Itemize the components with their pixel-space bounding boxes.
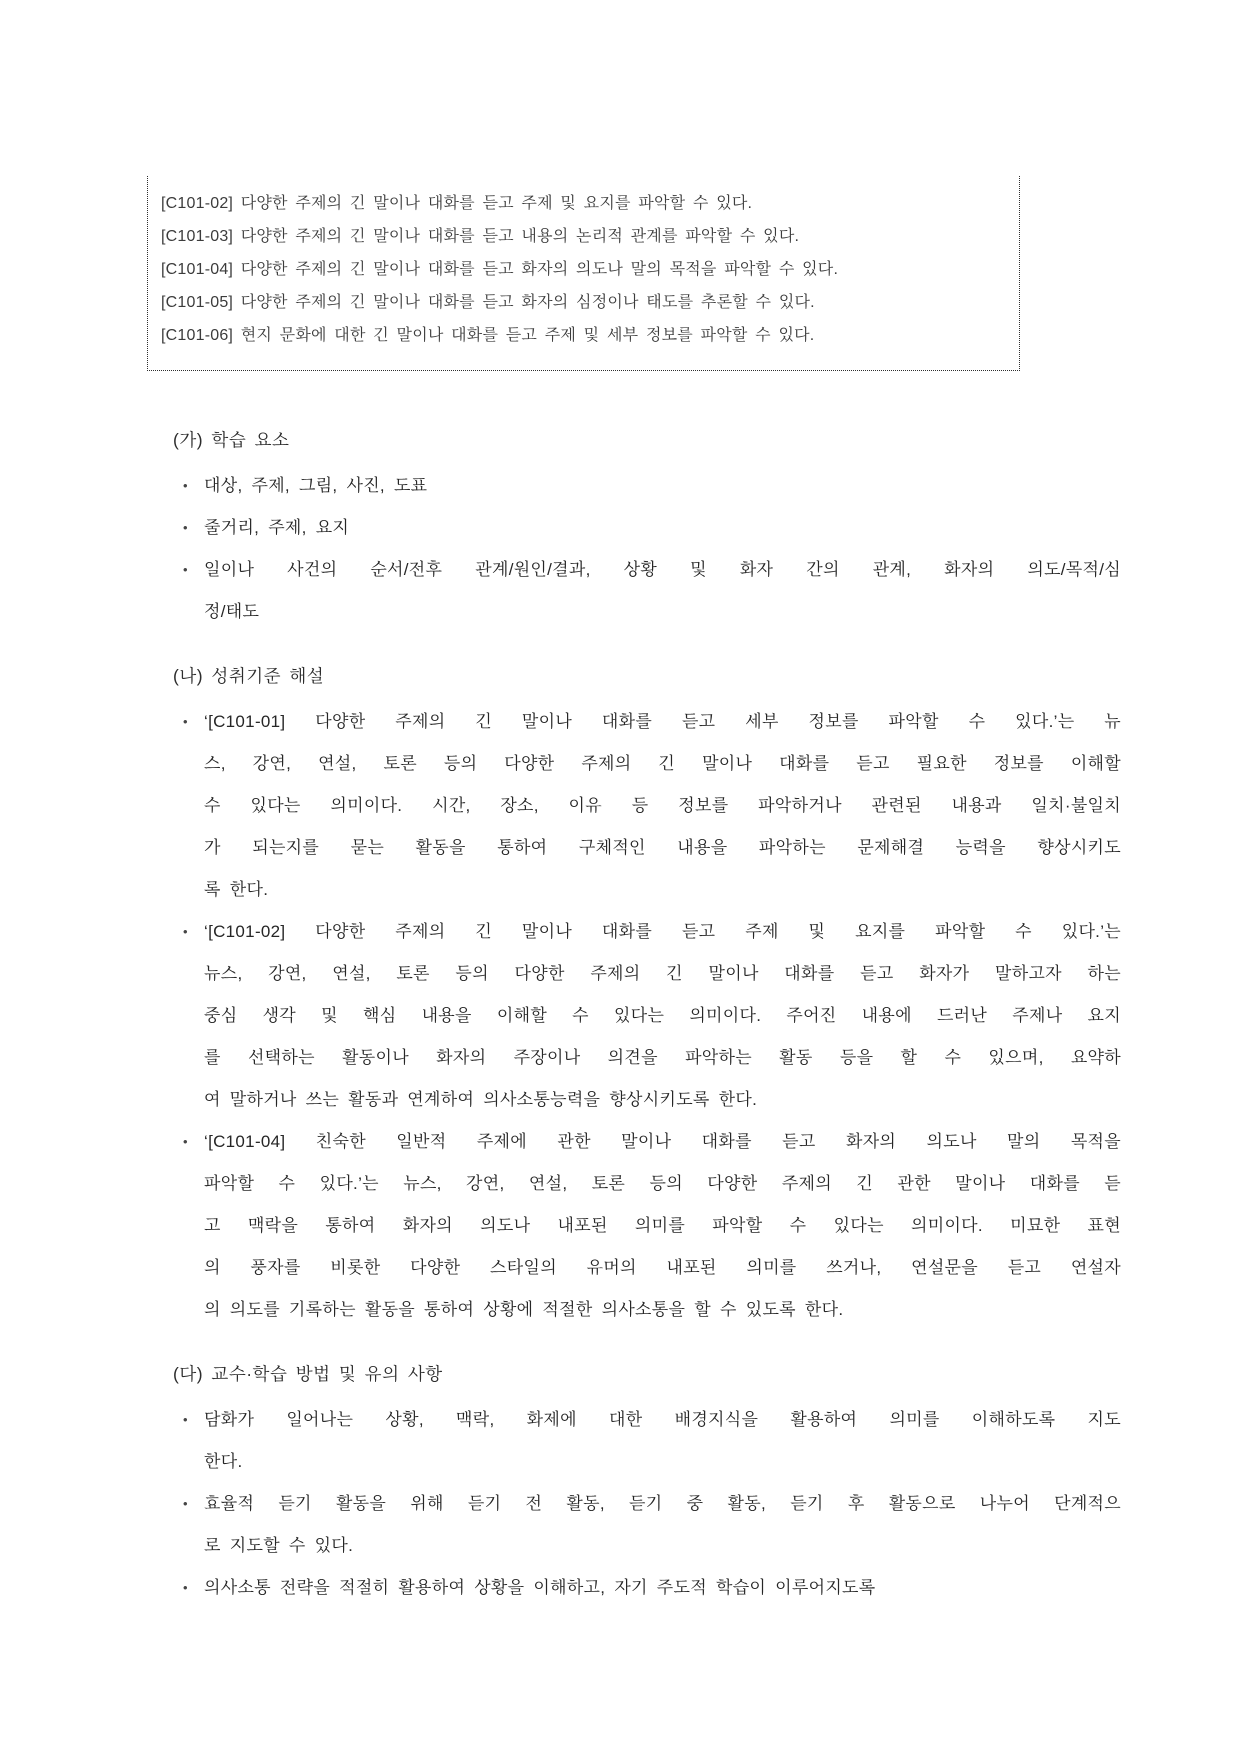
- text-line: ‘[C101-02] 다양한 주제의 긴 말이나 대화를 듣고 주제 및 요지를 파악할 수 있다.’는: [204, 922, 1121, 941]
- bullet-text: [204, 1121, 1121, 1331]
- section-heading-teaching-methods: (다) 교수·학습 방법 및 유의 사항: [173, 1364, 443, 1384]
- bullet-icon: •: [183, 714, 188, 729]
- bullet-icon: •: [183, 924, 188, 939]
- text-line: 한다.: [204, 1452, 243, 1471]
- list-item: [173, 507, 1121, 549]
- section-heading-standards-commentary: (나) 성취기준 해설: [173, 666, 325, 686]
- text-line: 의사소통 전략을 적절히 활용하여 상황을 이해하고, 자기 주도적 학습이 이루어지도록: [204, 1578, 876, 1597]
- text-line: 담화가 일어나는 상황, 맥락, 화제에 대한 배경지식을 활용하여 의미를 이해하도록 지도: [204, 1410, 1121, 1429]
- bullet-text: [204, 911, 1121, 1121]
- bullet-list: [173, 465, 1121, 633]
- list-item: [173, 1399, 1121, 1483]
- text-line: [C101-04] 다양한 주제의 긴 말이나 대화를 듣고 화자의 의도나 말의 목적을 파악할 수 있다.: [161, 261, 839, 278]
- bullet-icon: •: [183, 1134, 188, 1149]
- text-line: 정/태도: [204, 602, 260, 621]
- text-line: 의 풍자를 비롯한 다양한 스타일의 유머의 내포된 의미를 쓰거나, 연설문을 듣고 연설자: [204, 1258, 1121, 1277]
- text-line: 의 의도를 기록하는 활동을 통하여 상황에 적절한 의사소통을 할 수 있도록 한다.: [204, 1300, 844, 1319]
- text-line: [C101-02] 다양한 주제의 긴 말이나 대화를 듣고 주제 및 요지를 파악할 수 있다.: [161, 195, 753, 212]
- text-line: 파악할 수 있다.’는 뉴스, 강연, 연설, 토론 등의 다양한 주제의 긴 관한 말이나 대화를 듣: [204, 1174, 1121, 1193]
- bullet-text: [204, 1399, 1121, 1483]
- list-item: [173, 911, 1121, 1121]
- text-line: ‘[C101-04] 친숙한 일반적 주제에 관한 말이나 대화를 듣고 화자의 의도나 말의 목적을: [204, 1132, 1121, 1151]
- text-line: 를 선택하는 활동이나 화자의 주장이나 의견을 파악하는 활동 등을 할 수 있으며, 요약하: [204, 1048, 1121, 1067]
- section-ga: [173, 397, 1121, 633]
- bullet-icon: •: [183, 1496, 188, 1511]
- list-item: [173, 1567, 1121, 1609]
- bullet-list: [173, 701, 1121, 1331]
- text-line: 대상, 주제, 그림, 사진, 도표: [204, 476, 428, 495]
- list-item: [173, 549, 1121, 633]
- text-line: 중심 생각 및 핵심 내용을 이해할 수 있다는 의미이다. 주어진 내용에 드러난 주제나 요지: [204, 1006, 1121, 1025]
- text-line: 스, 강연, 연설, 토론 등의 다양한 주제의 긴 말이나 대화를 듣고 필요한 정보를 이해할: [204, 754, 1121, 773]
- bullet-icon: •: [183, 1580, 188, 1595]
- bullet-list: [173, 1399, 1121, 1609]
- bullet-text: [204, 1567, 1121, 1609]
- text-line: 로 지도할 수 있다.: [204, 1536, 354, 1555]
- text-line: 줄거리, 주제, 요지: [204, 518, 350, 537]
- text-line: 효율적 듣기 활동을 위해 듣기 전 활동, 듣기 중 활동, 듣기 후 활동으로 나누어 단계적으: [204, 1494, 1121, 1513]
- bullet-text: [204, 549, 1121, 633]
- achievement-standards-box: [147, 176, 1020, 371]
- section-na: [173, 633, 1121, 1331]
- bullet-text: [204, 465, 1121, 507]
- list-item: [173, 1121, 1121, 1331]
- text-line: 여 말하거나 쓰는 활동과 연계하여 의사소통능력을 향상시키도록 한다.: [204, 1090, 758, 1109]
- list-item: [173, 1483, 1121, 1567]
- list-item: [173, 701, 1121, 911]
- text-line: 뉴스, 강연, 연설, 토론 등의 다양한 주제의 긴 말이나 대화를 듣고 화자가 말하고자 하는: [204, 964, 1121, 983]
- text-line: ‘[C101-01] 다양한 주제의 긴 말이나 대화를 듣고 세부 정보를 파악할 수 있다.’는 뉴: [204, 712, 1121, 731]
- bullet-text: [204, 1483, 1121, 1567]
- text-line: [C101-05] 다양한 주제의 긴 말이나 대화를 듣고 화자의 심정이나 태도를 추론할 수 있다.: [161, 294, 815, 311]
- bullet-icon: •: [183, 562, 188, 577]
- text-line: [C101-06] 현지 문화에 대한 긴 말이나 대화를 듣고 주제 및 세부 정보를 파악할 수 있다.: [161, 327, 815, 344]
- list-item: [173, 465, 1121, 507]
- text-line: 일이나 사건의 순서/전후 관계/원인/결과, 상황 및 화자 간의 관계, 화자의 의도/목적/심: [204, 560, 1121, 579]
- text-line: [C101-03] 다양한 주제의 긴 말이나 대화를 듣고 내용의 논리적 관계를 파악할 수 있다.: [161, 228, 800, 245]
- section-heading-learning-elements: (가) 학습 요소: [173, 430, 290, 450]
- bullet-icon: •: [183, 520, 188, 535]
- text-line: 고 맥락을 통하여 화자의 의도나 내포된 의미를 파악할 수 있다는 의미이다. 미묘한 표현: [204, 1216, 1121, 1235]
- bullet-text: [204, 507, 1121, 549]
- bullet-icon: •: [183, 478, 188, 493]
- section-da: [173, 1331, 1121, 1609]
- bullet-text: [204, 701, 1121, 911]
- text-line: 가 되는지를 묻는 활동을 통하여 구체적인 내용을 파악하는 문제해결 능력을 향상시키도: [204, 838, 1121, 857]
- bullet-icon: •: [183, 1412, 188, 1427]
- text-line: 록 한다.: [204, 880, 269, 899]
- text-line: 수 있다는 의미이다. 시간, 장소, 이유 등 정보를 파악하거나 관련된 내용과 일치·불일치: [204, 796, 1121, 815]
